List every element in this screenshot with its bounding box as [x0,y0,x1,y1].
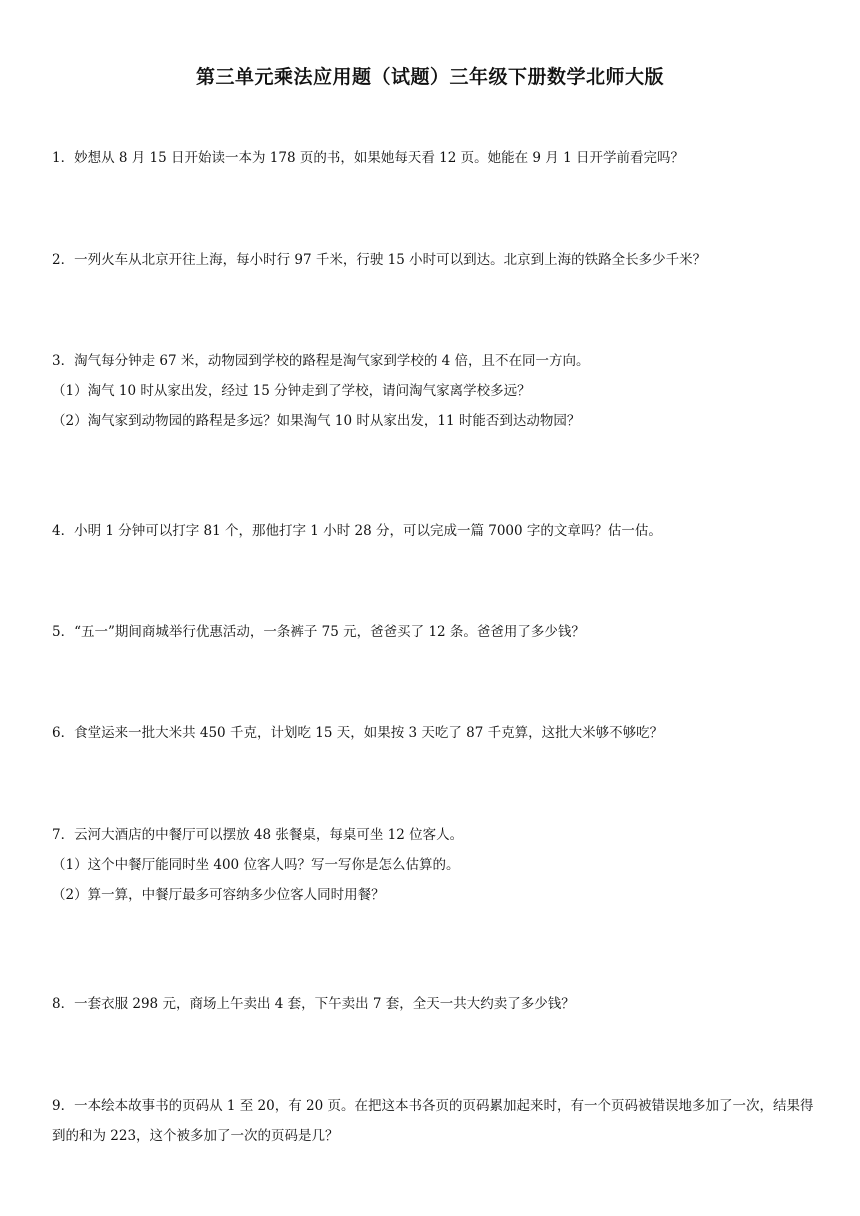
sub-question: （2）淘气家到动物园的路程是多远？如果淘气 10 时从家出发，11 时能否到达动物园？ [52,413,581,429]
question-text: 7．云河大酒店的中餐厅可以摆放 48 张餐桌，每桌可坐 12 位客人。 [52,827,464,843]
sub-question: （1）淘气 10 时从家出发，经过 15 分钟走到了学校，请问淘气家离学校多远？ [52,383,531,399]
question-text: 1．妙想从 8 月 15 日开始读一本为 178 页的书，如果她每天看 12 页。她能在 9 月 1 日开学前看完吗？ [52,150,684,166]
sub-question: （1）这个中餐厅能同时坐 400 位客人吗？写一写你是怎么估算的。 [52,857,460,873]
question-text: 6．食堂运来一批大米共 450 千克，计划吃 15 天，如果按 3 天吃了 87 千克算，这批大米够不够吃？ [52,725,664,741]
question-text: 5．“五一”期间商城举行优惠活动，一条裤子 75 元，爸爸买了 12 条。爸爸用了多少钱？ [52,624,585,640]
question-text: 8．一套衣服 298 元，商场上午卖出 4 套，下午卖出 7 套，全天一共大约卖了多少钱？ [52,996,575,1012]
question-9 [52,1091,822,1151]
question-8 [52,989,822,1019]
question-text: 9．一本绘本故事书的页码从 1 至 20，有 20 页。在把这本书各页的页码累加起来时，有一个页码被错误地多加了一次，结果得到的和为 223，这个被多加了一次的页码是几？ [52,1098,814,1144]
question-5 [52,617,822,647]
question-4 [52,516,822,546]
question-1 [52,143,822,173]
question-text: 2．一列火车从北京开往上海，每小时行 97 千米，行驶 15 小时可以到达。北京到上海的铁路全长多少千米？ [52,252,707,268]
page-title: 第三单元乘法应用题（试题）三年级下册数学北师大版 [195,66,664,88]
question-text: 3．淘气每分钟走 67 米，动物园到学校的路程是淘气家到学校的 4 倍，且不在同一方向。 [52,353,590,369]
question-6 [52,718,822,748]
sub-question: （2）算一算，中餐厅最多可容纳多少位客人同时用餐？ [52,887,385,903]
question-text: 4．小明 1 分钟可以打字 81 个，那他打字 1 小时 28 分，可以完成一篇 7000 字的文章吗？估一估。 [52,523,662,539]
question-3 [52,346,822,436]
question-7 [52,820,822,910]
question-2 [52,245,822,275]
